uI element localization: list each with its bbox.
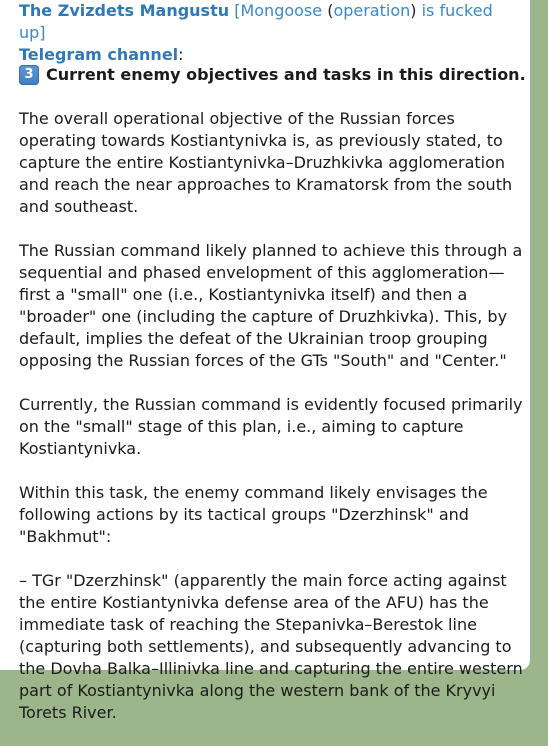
translation-bracket-open: [ [229, 1, 241, 20]
message-header [19, 0, 519, 66]
header-colon: : [178, 45, 184, 64]
paragraph: Currently, the Russian command is evidently focused primarily on the "small" stage of this plan, i.e., aiming to capture Kostiantynivka. [19, 395, 523, 458]
translation-text-1: Mongoose [240, 1, 323, 20]
channel-name-link[interactable]: The Zvizdets Mangustu [19, 1, 230, 20]
paragraph: The overall operational objective of the Russian forces operating towards Kostiantynivka is, as previously stated, to capture the entire Kostiantynivka–Druzhkivka agglomeration and reach the near approaches to Kramatorsk from the south and southeast. [19, 109, 513, 216]
section-heading [19, 64, 527, 86]
translation-paren-close: ) [410, 1, 417, 20]
paragraph: The Russian command likely planned to achieve this through a sequential and phased envelopment of this agglomeration—first a "small" one (i.e., Kostiantynivka itself) and then a "broader" one (including the capture of Druzhkivka). This, by default, implies the defeat of the Ukrainian troop grouping opposing the Russian forces of the GTs "South" and "Center." [19, 241, 523, 370]
translation-paren-open: ( [322, 1, 334, 20]
translation-text-2: operation [333, 1, 411, 20]
keycap-number-icon: 3 [19, 65, 39, 85]
message-body [19, 64, 527, 746]
telegram-channel-link[interactable]: Telegram channel [19, 45, 179, 64]
paragraph: Within this task, the enemy command likely envisages the following actions by its tactical groups "Dzerzhinsk" and "Bakhmut": [19, 483, 488, 546]
section-heading-text: Current enemy objectives and tasks in this direction. [46, 65, 526, 84]
translation-text-3: is fucked up] [19, 1, 493, 42]
paragraph: – TGr "Dzerzhinsk" (apparently the main force acting against the entire Kostiantynivka defense area of the AFU) has the immediate task of reaching the Stepanivka–Berestok line (capturing both settlements), and subsequently advancing to the Dovha Balka–Illinivka line and capturing the entire western part of Kostiantynivka along the western bank of the Kryvyi Torets River. [19, 571, 523, 722]
